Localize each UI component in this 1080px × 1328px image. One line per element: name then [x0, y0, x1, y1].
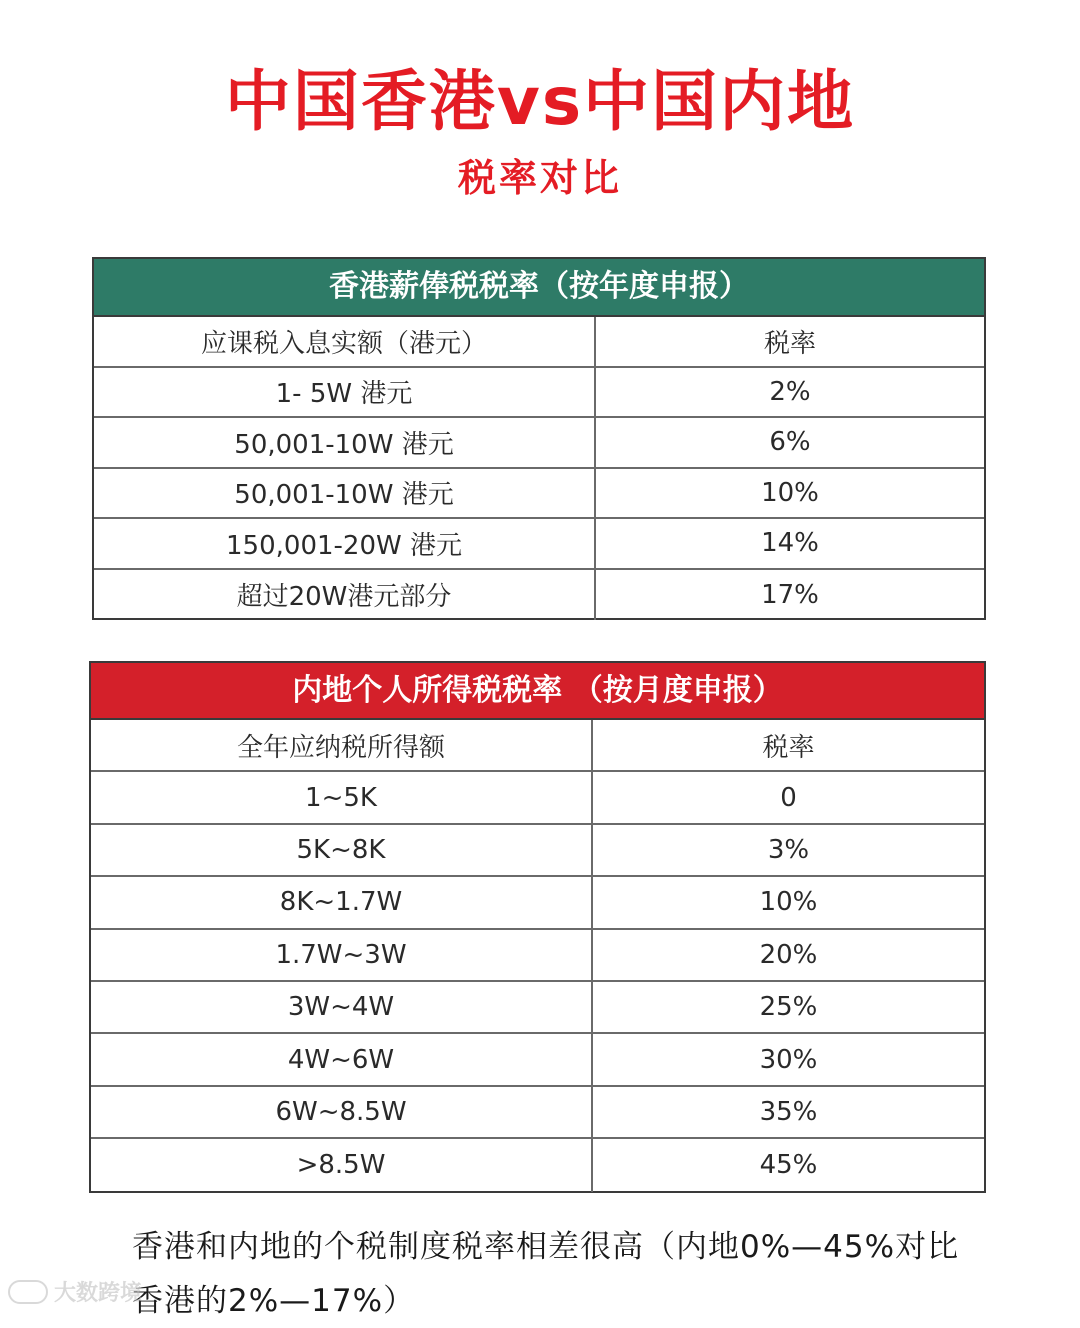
- hk-income-bracket: 1- 5W 港元: [94, 368, 596, 417]
- watermark-text: 大数跨境: [54, 1281, 143, 1306]
- hk-income-bracket: 50,001-10W 港元: [94, 469, 596, 518]
- mainland-tax-rate: 3%: [767, 834, 810, 865]
- table-row: [91, 1034, 984, 1086]
- table-row: [91, 930, 984, 982]
- watermark: [8, 1276, 142, 1307]
- table-row: [91, 982, 984, 1034]
- table-row: [91, 1087, 984, 1139]
- mainland-tax-rate: 35%: [759, 1096, 818, 1127]
- mainland-income-bracket: 3W~4W: [91, 982, 593, 1032]
- hk-income-bracket: 50,001-10W 港元: [94, 418, 596, 467]
- hk-tax-table: [92, 257, 986, 620]
- hk-tax-rate: 2%: [769, 376, 811, 407]
- mainland-table-title: 内地个人所得税税率 （按月度申报）: [91, 663, 984, 720]
- hk-tax-rate: 17%: [761, 579, 819, 610]
- mainland-income-bracket: 5K~8K: [91, 825, 593, 875]
- hk-table-column-headers: [94, 317, 984, 368]
- summary-text: 香港和内地的个税制度税率相差很高（内地0%—45%对比香港的2%—17%）: [132, 1229, 960, 1319]
- hk-income-bracket: 超过20W港元部分: [94, 570, 596, 621]
- mainland-income-bracket: 4W~6W: [91, 1034, 593, 1084]
- hk-tax-rate: 14%: [761, 528, 819, 559]
- mainland-income-bracket: 1.7W~3W: [91, 930, 593, 980]
- mainland-income-bracket: 8K~1.7W: [91, 877, 593, 927]
- mainland-tax-rate: 45%: [759, 1150, 818, 1181]
- hk-column-income-header: 应课税入息实额（港元）: [94, 317, 596, 366]
- table-row: [91, 1139, 984, 1191]
- hk-income-bracket: 150,001-20W 港元: [94, 519, 596, 568]
- table-row: [94, 469, 984, 520]
- mainland-tax-rate: 30%: [759, 1044, 818, 1075]
- table-row: [94, 418, 984, 469]
- mainland-income-bracket: 1~5K: [91, 772, 593, 822]
- hk-column-rate-header: 税率: [763, 328, 816, 359]
- mainland-tax-rate: 10%: [759, 887, 818, 918]
- mainland-tax-rate: 25%: [759, 992, 818, 1023]
- mainland-column-income-header: 全年应纳税所得额: [91, 720, 593, 770]
- mainland-tax-rate: 0: [780, 782, 797, 813]
- table-row: [91, 877, 984, 929]
- hk-table-title: 香港薪俸税税率（按年度申报）: [94, 259, 984, 317]
- page-subtitle: 税率对比: [457, 156, 622, 200]
- table-row: [91, 825, 984, 877]
- mainland-income-bracket: >8.5W: [91, 1139, 593, 1191]
- mainland-tax-table: [89, 661, 986, 1193]
- hk-tax-rate: 6%: [769, 427, 811, 458]
- mainland-column-rate-header: 税率: [762, 732, 815, 763]
- table-row: [94, 519, 984, 570]
- table-row: [91, 772, 984, 824]
- mainland-tax-rate: 20%: [759, 939, 818, 970]
- watermark-logo-icon: [8, 1280, 48, 1304]
- hk-tax-rate: 10%: [761, 477, 819, 508]
- mainland-income-bracket: 6W~8.5W: [91, 1087, 593, 1137]
- table-row: [94, 570, 984, 621]
- page-title: 中国香港vs中国内地: [224, 63, 856, 140]
- table-row: [94, 368, 984, 419]
- mainland-table-column-headers: [91, 720, 984, 772]
